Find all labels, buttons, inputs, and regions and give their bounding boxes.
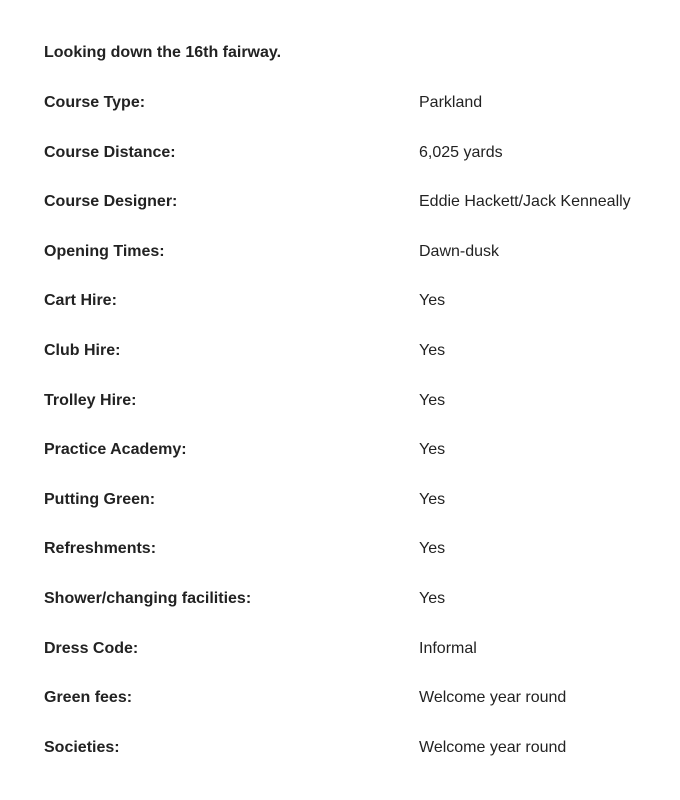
detail-row-trolley-hire xyxy=(44,391,664,441)
detail-label: Practice Academy: xyxy=(44,441,187,459)
course-details-table xyxy=(44,93,664,787)
detail-label: Green fees: xyxy=(44,689,133,707)
detail-row-putting-green xyxy=(44,490,664,540)
detail-label: Refreshments: xyxy=(44,540,157,558)
detail-label: Putting Green: xyxy=(44,490,156,508)
detail-row-practice-academy xyxy=(44,440,664,490)
detail-row-club-hire xyxy=(44,341,664,391)
detail-value: Yes xyxy=(419,490,446,508)
detail-row-course-designer xyxy=(44,192,664,242)
detail-label: Club Hire: xyxy=(44,341,121,359)
detail-row-opening-times xyxy=(44,242,664,292)
detail-value: Yes xyxy=(419,540,446,558)
detail-label: Course Distance: xyxy=(44,143,176,161)
detail-row-dress-code xyxy=(44,639,664,689)
detail-row-refreshments xyxy=(44,539,664,589)
detail-label: Trolley Hire: xyxy=(44,391,137,409)
detail-label: Societies: xyxy=(44,738,120,756)
detail-value: Yes xyxy=(419,341,446,359)
detail-value: 6,025 yards xyxy=(419,143,503,161)
detail-value: Welcome year round xyxy=(419,738,567,756)
detail-row-course-distance xyxy=(44,143,664,193)
detail-value: Yes xyxy=(419,441,446,459)
detail-value: Parkland xyxy=(419,94,483,111)
image-caption: Looking down the 16th fairway. xyxy=(44,44,282,61)
detail-label: Course Designer: xyxy=(44,193,178,211)
detail-row-societies xyxy=(44,738,664,788)
detail-row-course-type xyxy=(44,93,664,143)
detail-value: Yes xyxy=(419,292,446,310)
detail-row-cart-hire xyxy=(44,291,664,341)
detail-label: Course Type: xyxy=(44,94,146,111)
detail-label: Opening Times: xyxy=(44,242,165,260)
detail-label: Shower/changing facilities: xyxy=(44,589,252,607)
detail-value: Yes xyxy=(419,589,446,607)
detail-row-shower-changing-facilities xyxy=(44,589,664,639)
detail-value: Informal xyxy=(419,639,477,657)
detail-value: Eddie Hackett/Jack Kenneally xyxy=(419,193,631,211)
detail-label: Cart Hire: xyxy=(44,292,117,310)
detail-value: Welcome year round xyxy=(419,689,567,707)
detail-row-green-fees xyxy=(44,688,664,738)
detail-label: Dress Code: xyxy=(44,639,139,657)
detail-value: Yes xyxy=(419,391,446,409)
detail-value: Dawn-dusk xyxy=(419,242,500,260)
